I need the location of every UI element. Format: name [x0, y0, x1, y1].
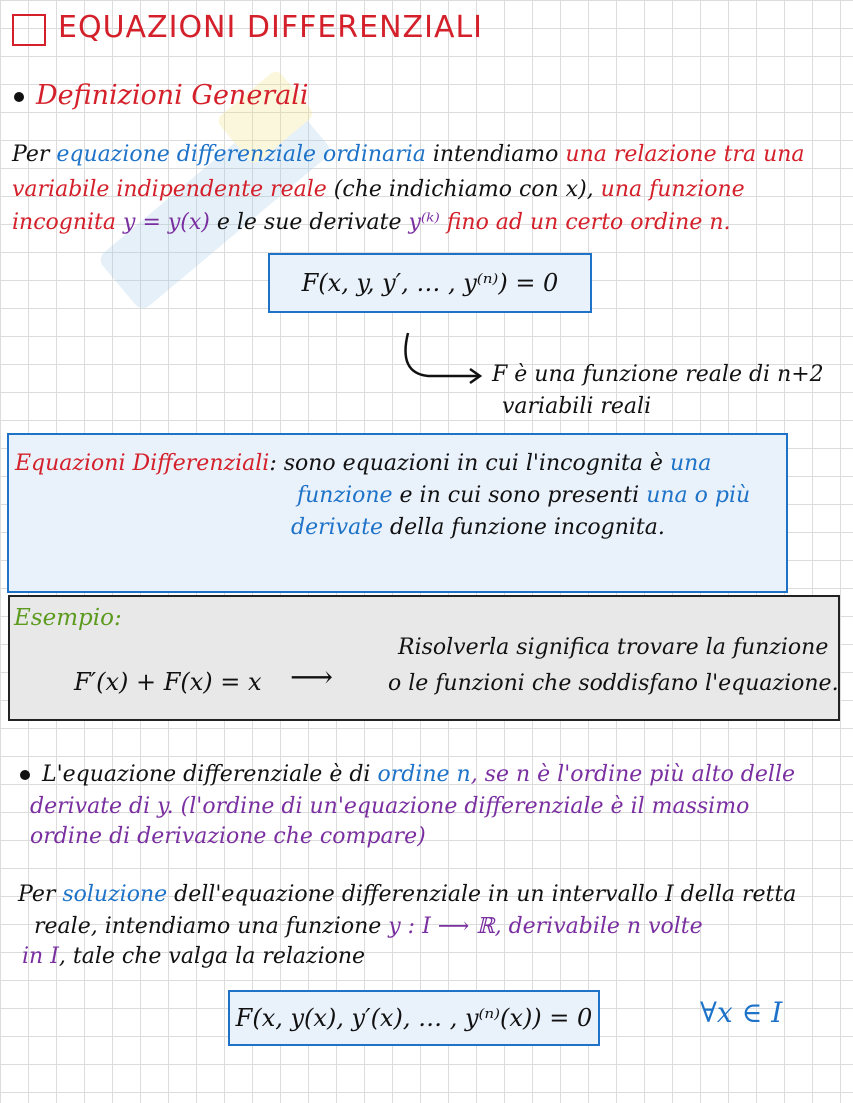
order-highlight: ordine n [377, 762, 471, 787]
example-box [8, 595, 840, 721]
example-equation: F′(x) + F(x) = x [74, 668, 262, 696]
example-note-line-2: o le funzioni che soddisfano l'equazione. [388, 671, 839, 696]
solution-text: dell'equazione differenziale in un intervallo I della retta [167, 882, 797, 907]
formula-box-definition: F(x, y, y′, … , y⁽ⁿ⁾) = 0 [268, 253, 592, 313]
example-note-line-1: Risolverla significa trovare la funzione [398, 635, 829, 660]
order-text: L'equazione differenziale è di [42, 762, 378, 787]
intro-text-red: incognita [12, 210, 117, 235]
example-label: Esempio: [14, 605, 122, 631]
intro-text-red: una relazione tra una [565, 142, 805, 167]
solution-line-3 [22, 942, 365, 972]
definition-line-3 [291, 513, 665, 543]
solution-term: soluzione [62, 882, 168, 907]
intro-text-red: fino ad un certo ordine n. [439, 210, 731, 235]
intro-text-red: una funzione [600, 177, 745, 202]
definition-highlight: una o più [646, 483, 751, 508]
section-heading-text: Definizioni Generali [36, 80, 309, 111]
intro-line-3 [12, 208, 731, 238]
solution-text-purple: in I [22, 944, 59, 969]
solution-text-purple: , derivabile n volte [494, 914, 703, 939]
intro-text-red: variabile indipendente reale [12, 177, 327, 202]
definition-line-2 [297, 481, 750, 511]
intro-line-2 [12, 175, 745, 205]
definition-highlight: funzione [297, 483, 393, 508]
definition-text: : sono equazioni in cui l'incognita è [269, 451, 670, 476]
definition-box [7, 433, 788, 593]
curved-arrow-icon [398, 328, 488, 388]
example-arrow-icon: ⟶ [290, 660, 334, 695]
bullet-icon [20, 770, 30, 780]
order-line-2: derivate di y. (l'ordine di un'equazione differenziale è il massimo [30, 794, 750, 819]
solution-text: Per [18, 882, 63, 907]
definition-line-1 [15, 449, 711, 479]
definition-highlight: derivate [291, 515, 384, 540]
formula-box-solution: F(x, y(x), y′(x), … , y⁽ⁿ⁾(x)) = 0 [228, 990, 600, 1046]
definition-term: Equazioni Differenziali [15, 451, 270, 476]
solution-text: , tale che valga la relazione [58, 944, 366, 969]
arrow-note-line-1: F è una funzione reale di n+2 [492, 362, 824, 387]
title-checkbox-icon [12, 14, 46, 46]
solution-line-1 [18, 880, 796, 910]
intro-term: equazione differenziale ordinaria [56, 142, 426, 167]
intro-formula: y = y(x) [116, 210, 217, 235]
intro-formula: y⁽ᵏ⁾ [408, 210, 440, 235]
intro-text: intendiamo [425, 142, 566, 167]
definition-text: della funzione incognita. [383, 515, 665, 540]
solution-text: reale, intendiamo una funzione [34, 914, 389, 939]
forall-annotation: ∀x ∈ I [700, 996, 783, 1029]
intro-text: (che indichiamo con x), [326, 177, 601, 202]
intro-line-1 [12, 140, 805, 170]
order-text-purple: , se n è l'ordine più alto delle [470, 762, 796, 787]
order-line-1 [20, 760, 795, 790]
intro-text: Per [12, 142, 57, 167]
page-title: EQUAZIONI DIFFERENZIALI [58, 10, 484, 45]
definition-highlight: una [669, 451, 712, 476]
solution-map: y : I ⟶ ℝ [388, 914, 495, 939]
order-line-3: ordine di derivazione che compare) [30, 824, 426, 849]
intro-text: e le sue derivate [216, 210, 409, 235]
section-heading [14, 80, 309, 111]
definition-text: e in cui sono presenti [392, 483, 647, 508]
solution-line-2 [34, 912, 703, 942]
arrow-note-line-2: variabili reali [502, 394, 652, 419]
bullet-icon [14, 92, 24, 102]
